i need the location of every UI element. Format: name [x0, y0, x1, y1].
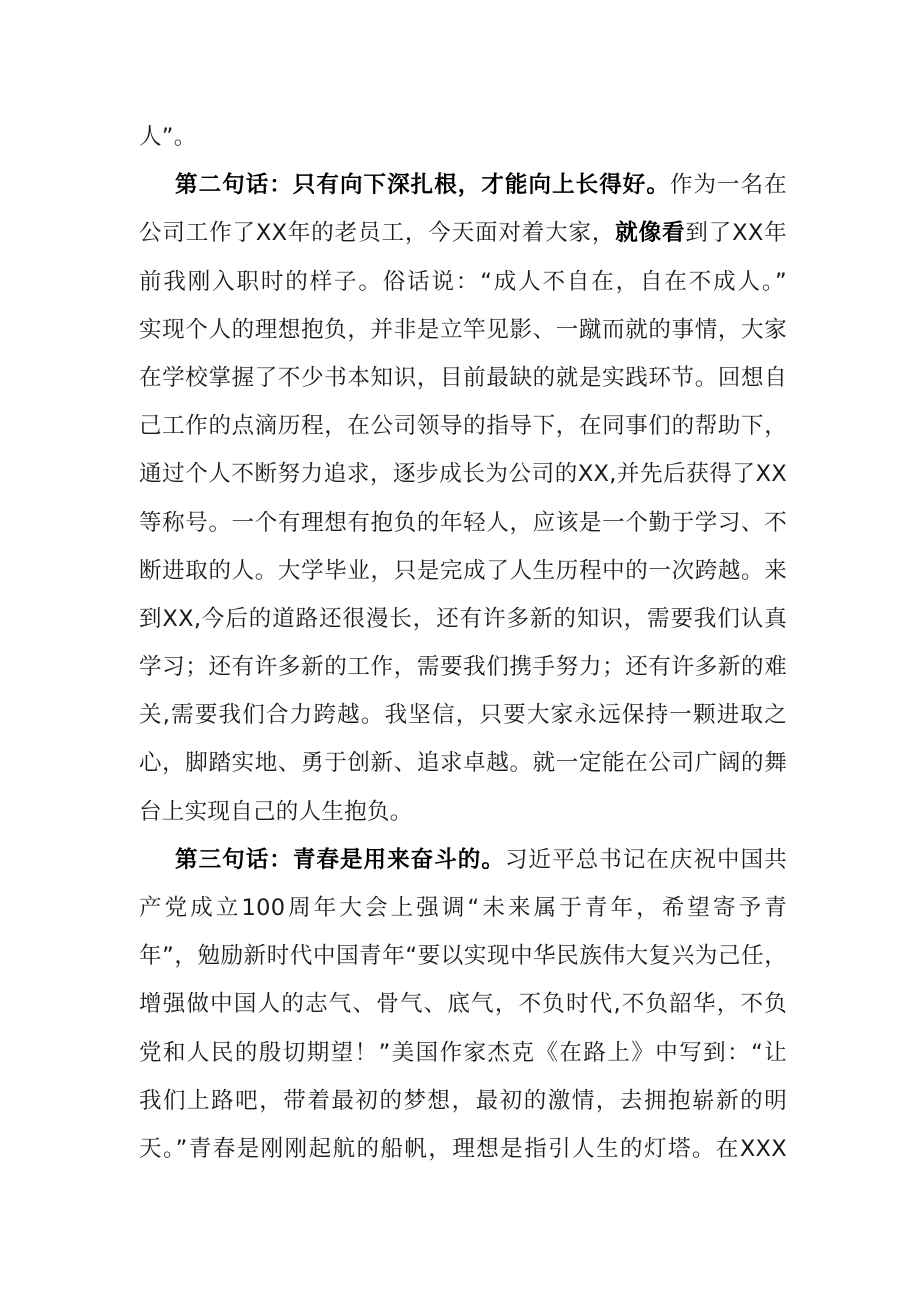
section-heading-2: 第二句话：只有向下深扎根，才能向上长得好。	[175, 172, 670, 199]
text-line	[139, 499, 787, 547]
text-line	[139, 450, 787, 498]
line-text: 我们上路吧，带着最初的梦想，最初的激情，去拥抱崭新的明	[139, 1087, 787, 1114]
text-line	[139, 402, 787, 450]
text-line	[139, 643, 787, 691]
line-text: 学习；还有许多新的工作，需要我们携手努力；还有许多新的难	[139, 654, 787, 681]
text-line	[139, 306, 787, 354]
line-text: 在学校掌握了不少书本知识，目前最缺的就是实践环节。回想自	[139, 364, 787, 391]
text-line	[139, 258, 787, 306]
bold-phrase: 就像看	[615, 220, 686, 247]
line-text: 心，脚踏实地、勇于创新、追求卓越。就一定能在公司广阔的舞	[139, 750, 787, 777]
paragraph-start-line	[139, 836, 787, 884]
text-line	[139, 980, 787, 1028]
line-text: 天。”青春是刚刚起航的船帆，理想是指引人生的灯塔。在XXX	[139, 1135, 787, 1162]
line-text: 前我刚入职时的样子。俗话说：“成人不自在，自在不成人。”	[139, 268, 787, 295]
line-text: 通过个人不断努力追求，逐步成长为公司的XX,并先后获得了XX	[139, 461, 787, 488]
text-line	[139, 691, 787, 739]
text-line	[139, 547, 787, 595]
line-text: 等称号。一个有理想有抱负的年轻人，应该是一个勤于学习、不	[139, 509, 787, 536]
text-line	[139, 884, 787, 932]
line-text: 人”。	[139, 124, 197, 150]
body-text	[139, 113, 787, 1173]
section-heading-3: 第三句话：青春是用来奋斗的。	[175, 846, 505, 873]
text-line	[139, 1029, 787, 1077]
line-text: 己工作的点滴历程，在公司领导的指导下，在同事们的帮助下，	[139, 413, 787, 440]
line-text: 党和人民的殷切期望！”美国作家杰克《在路上》中写到：“让	[139, 1039, 787, 1066]
line-text: 作为一名在	[669, 172, 787, 199]
text-line	[139, 932, 787, 980]
line-text: 公司工作了XX年的老员工，今天面对着大家，	[139, 220, 616, 247]
line-text: 增强做中国人的志气、骨气、底气，不负时代,不负韶华，不负	[139, 991, 787, 1018]
line-text-tail: 到了XX年	[685, 220, 787, 247]
line-text: 习近平总书记在庆祝中国共	[504, 846, 787, 873]
text-line	[139, 739, 787, 787]
text-line	[139, 595, 787, 643]
line-text: 年”，勉励新时代中国青年“要以实现中华民族伟大复兴为己任，	[139, 943, 787, 970]
line-text: 关,需要我们合力跨越。我坚信，只要大家永远保持一颗进取之	[139, 702, 787, 729]
text-line	[139, 354, 787, 402]
line-text: 实现个人的理想抱负，并非是立竿见影、一蹴而就的事情，大家	[139, 316, 787, 343]
line-text: 断进取的人。大学毕业，只是完成了人生历程中的一次跨越。来	[139, 557, 787, 584]
line-text: 到XX,今后的道路还很漫长，还有许多新的知识，需要我们认真	[139, 605, 787, 632]
line-text: 产党成立100周年大会上强调“未来属于青年，希望寄予青	[139, 895, 787, 921]
paragraph-start-line	[139, 161, 787, 209]
text-line	[139, 788, 787, 836]
line-text: 台上实现自己的人生抱负。	[139, 798, 413, 825]
text-line	[139, 1077, 787, 1125]
text-line	[139, 113, 787, 161]
text-line	[139, 1125, 787, 1173]
text-line	[139, 209, 787, 257]
